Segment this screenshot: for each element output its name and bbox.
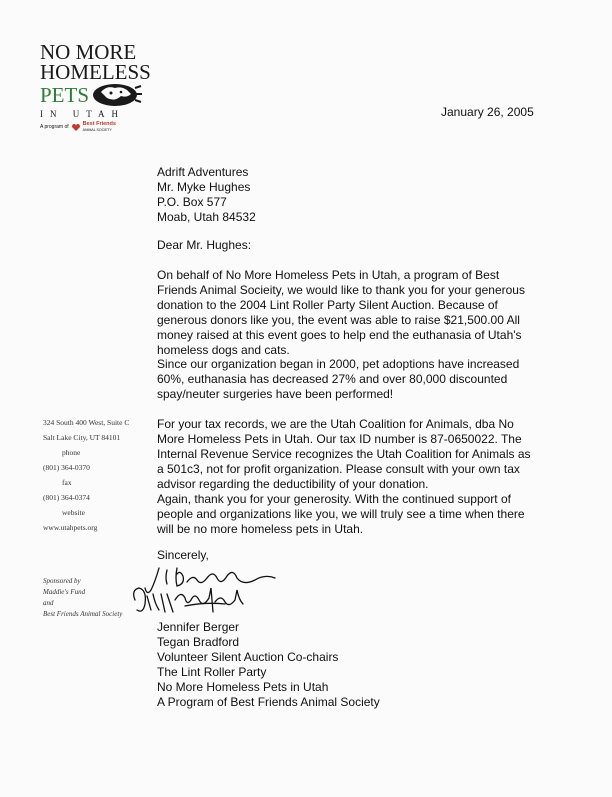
dog-cat-logo-icon <box>91 82 143 108</box>
handwritten-signatures <box>125 560 305 622</box>
signer-event: The Lint Roller Party <box>157 665 267 679</box>
logo-pets-row <box>40 82 160 108</box>
logo-program-sub: ANIMAL SOCIETY <box>82 128 112 132</box>
sponsor-block <box>43 576 122 620</box>
logo-line-3: PETS <box>40 82 90 107</box>
sponsor-line: Sponsored by <box>43 577 81 585</box>
sidebar-fax: (801) 364-0374 <box>43 493 90 502</box>
recipient-line: Mr. Myke Hughes <box>157 180 251 194</box>
body-paragraph-2: Since our organization began in 2000, pet adoptions have increased 60%, euthanasia has decreased 27% and over 80,000 discounted spay/neuter surgeries have been performed! <box>157 357 520 401</box>
sponsor-line: Maddie's Fund <box>43 588 86 596</box>
sidebar-phone-label: phone <box>62 448 81 457</box>
logo-program-prefix: A program of <box>40 124 69 130</box>
signer-program: A Program of Best Friends Animal Society <box>157 695 380 709</box>
sidebar-contact <box>43 415 129 535</box>
logo-line-1: NO MORE <box>40 40 137 64</box>
recipient-address <box>157 165 537 225</box>
recipient-line: P.O. Box 577 <box>157 195 227 209</box>
signer-name: Tegan Bradford <box>157 635 240 649</box>
sidebar-fax-label: fax <box>62 478 72 487</box>
sidebar-website: www.utahpets.org <box>43 523 98 532</box>
logo-program-name: Best Friends <box>82 121 116 127</box>
letter-date: January 26, 2005 <box>441 105 534 119</box>
body-paragraph-1: On behalf of No More Homeless Pets in Utah, a program of Best Friends Animal Socieity, we would like to thank you for your generous donation to the 2004 Lint Roller Party Silent Auction. Because of generous donors like you, the event was able to raise $21,500.00 All money raised at this event goes to help end the euthanasia of Utah's homeless dogs and cats. <box>157 268 525 357</box>
sidebar-phone: (801) 364-0370 <box>43 463 90 472</box>
closing: Sincerely, <box>157 548 209 562</box>
recipient-line: Moab, Utah 84532 <box>157 210 256 224</box>
sponsor-line: Best Friends Animal Society <box>43 610 123 618</box>
organization-logo <box>40 42 160 133</box>
salutation: Dear Mr. Hughes: <box>157 238 252 252</box>
sidebar-address-line-1: 324 South 400 West, Suite C <box>43 418 130 427</box>
signature-block <box>157 620 537 710</box>
signer-organization: No More Homeless Pets in Utah <box>157 680 329 694</box>
sidebar-address-line-2: Salt Lake City, UT 84101 <box>43 433 121 442</box>
signer-name: Jennifer Berger <box>157 620 240 634</box>
best-friends-heart-icon <box>72 124 80 131</box>
sidebar-website-label: website <box>62 508 85 517</box>
sponsor-line: and <box>43 599 54 607</box>
logo-line-4: IN UTAH <box>40 109 126 119</box>
logo-line-2: HOMELESS <box>40 60 151 84</box>
signer-title: Volunteer Silent Auction Co-chairs <box>157 650 339 664</box>
recipient-line: Adrift Adventures <box>157 165 249 179</box>
logo-program-row <box>40 121 160 133</box>
body-paragraph-4: Again, thank you for your generosity. With the continued support of people and organizations like you, we will truly see a time when there will be no more homeless pets in Utah. <box>157 492 525 536</box>
body-paragraph-3: For your tax records, we are the Utah Coalition for Animals, dba No More Homeless Pets in Utah. Our tax ID number is 87-0650022. The Internal Revenue Service recognizes the Utah Coalition for Animals as a 501c3, not for profit organization. Please consult with your own tax advisor regarding the deductibility of your donation. <box>157 417 531 491</box>
